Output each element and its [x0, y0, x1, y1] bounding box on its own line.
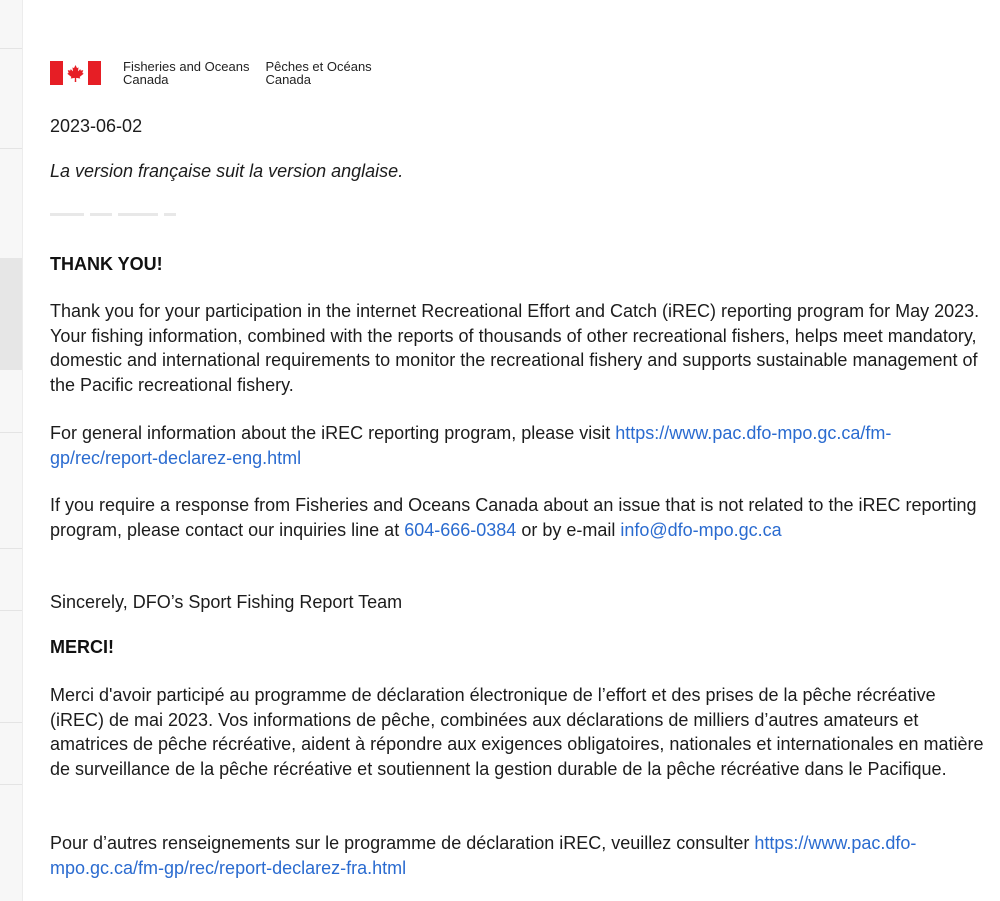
list-divider: [0, 48, 22, 49]
english-paragraph-info: [50, 421, 990, 470]
selected-list-item[interactable]: [0, 258, 22, 370]
contact-text-mid: or by e-mail: [516, 519, 621, 540]
list-divider: [0, 722, 22, 723]
contact-text: If you require a response from Fisheries and Oceans Canada about an issue that is not related to the iREC reporting program, please contact our inquiries line at: [50, 495, 977, 540]
french-paragraph-info: [50, 831, 990, 880]
french-info-text: Pour d’autres renseignements sur le programme de déclaration iREC, veuillez consulter: [50, 833, 755, 853]
signoff: Sincerely, DFO’s Sport Fishing Report Team: [50, 592, 403, 612]
department-name-french: Pêches et Océans Canada: [265, 59, 372, 87]
french-paragraph-intro: Merci d'avoir participé au programme de déclaration électronique de l’effort et des prises de la pêche récréative (iREC) de mai 2023. Vos informations de pêche, combinées aux déclarations de milliers d’autres amateurs et amatrices de pêche récréative, aident à répondre aux exigences obligatoires, nationales et internationales en matière de surveillance de la pêche récréative et soutiennent la gestion durable de la pêche récréative dans le Pacifique.: [50, 685, 984, 779]
list-divider: [0, 784, 22, 785]
background-list-edge: [0, 0, 23, 901]
dfo-header: [50, 60, 372, 88]
language-note: La version française suit la version anglaise.: [50, 161, 404, 181]
list-divider: [0, 148, 22, 149]
email-link[interactable]: info@dfo-mpo.gc.ca: [620, 519, 782, 540]
faded-divider: [50, 206, 210, 216]
french-heading: MERCI!: [50, 637, 114, 657]
info-text: For general information about the iREC reporting program, please visit: [50, 423, 616, 443]
list-divider: [0, 548, 22, 549]
english-info-link[interactable]: https://www.pac.dfo-mpo.gc.ca/fm-gp/rec/report-declarez-eng.html: [50, 423, 892, 468]
list-divider: [0, 610, 22, 611]
english-heading: THANK YOU!: [50, 254, 163, 274]
english-paragraph-contact: [50, 493, 990, 542]
english-paragraph-intro: Thank you for your participation in the internet Recreational Effort and Catch (iREC) reporting program for May 2023. Your fishing information, combined with the reports of thousands of other recreational fishers, helps meet mandatory, domestic and international requirements to monitor the recreational fishery and supports sustainable management of the Pacific recreational fishery.: [50, 301, 980, 395]
email-date: 2023-06-02: [50, 116, 143, 136]
phone-link[interactable]: 604-666-0384: [404, 519, 517, 540]
french-info-link[interactable]: https://www.pac.dfo-mpo.gc.ca/fm-gp/rec/report-declarez-fra.html: [50, 833, 917, 878]
list-divider: [0, 432, 22, 433]
department-name-english: Fisheries and Oceans Canada: [123, 59, 250, 87]
canada-flag-icon: [50, 61, 101, 85]
